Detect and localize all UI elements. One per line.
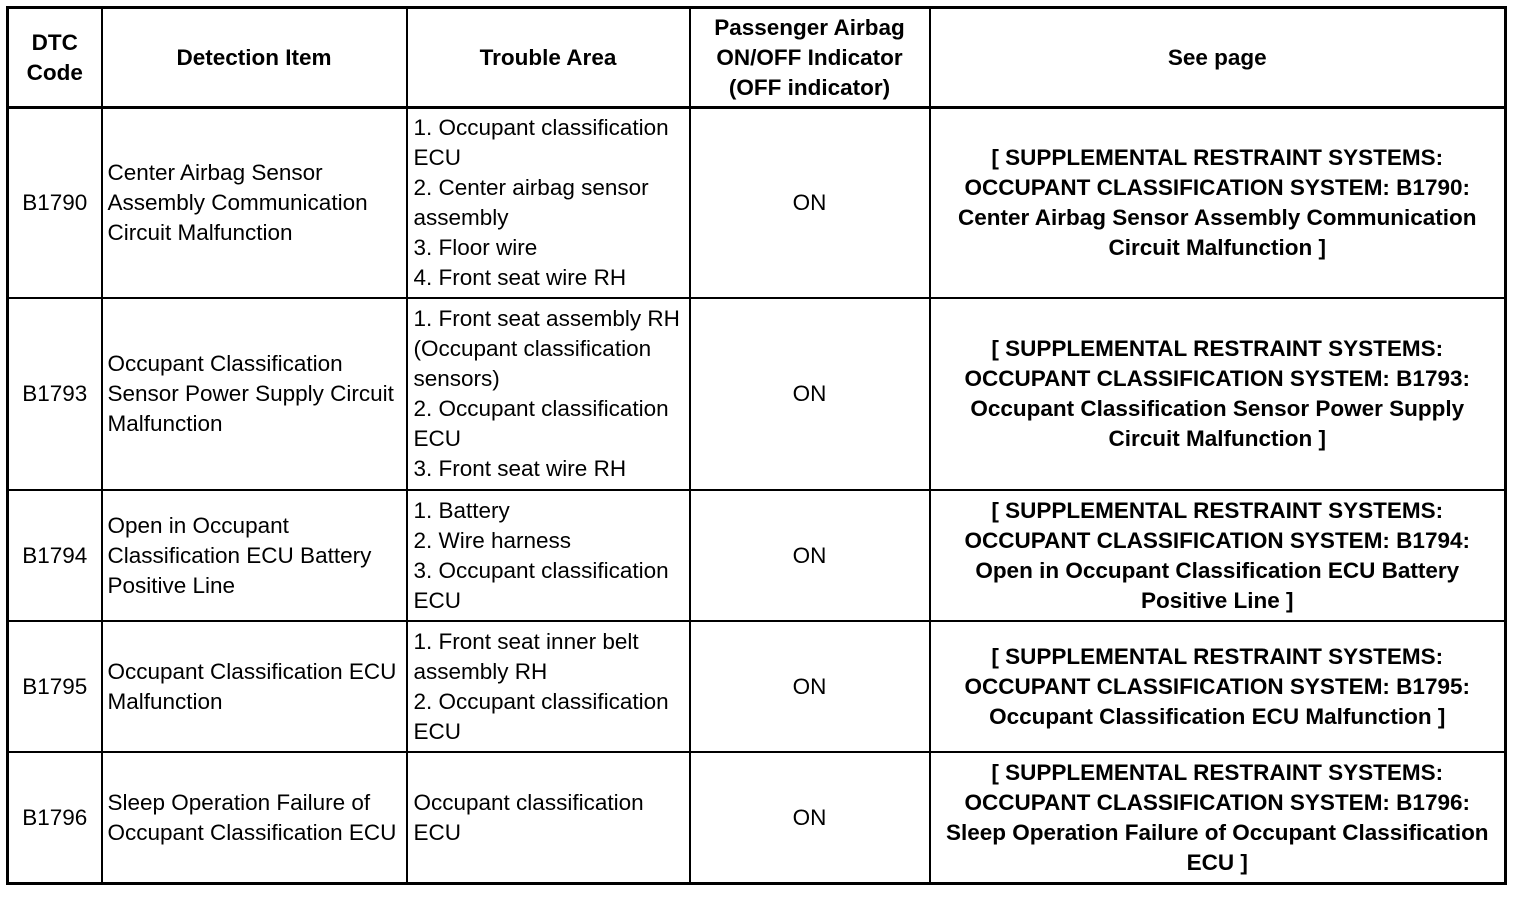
see-page-cell: [ SUPPLEMENTAL RESTRAINT SYSTEMS: OCCUPANT CLASSIFICATION SYSTEM: B1795: Occupant Classification ECU Malfunction ] [930, 621, 1506, 752]
table-body [8, 108, 1506, 884]
trouble-area-line: 2. Occupant classification ECU [413, 396, 669, 451]
table-row [8, 621, 1506, 752]
trouble-area-line: 3. Floor wire [413, 235, 538, 260]
dtc-code-cell: B1793 [8, 298, 102, 490]
see-page-cell: [ SUPPLEMENTAL RESTRAINT SYSTEMS: OCCUPANT CLASSIFICATION SYSTEM: B1793: Occupant Classification Sensor Power Supply Circuit Malfunction ] [930, 298, 1506, 490]
trouble-area-line: 3. Front seat wire RH [413, 456, 627, 481]
header-trouble-area: Trouble Area [407, 8, 690, 108]
trouble-area-cell [407, 621, 690, 752]
table-row [8, 490, 1506, 621]
table-row [8, 298, 1506, 490]
trouble-area-line: 2. Wire harness [413, 527, 572, 553]
indicator-cell: ON [690, 490, 930, 621]
dtc-table [6, 6, 1507, 885]
trouble-area-line: 1. Battery [413, 497, 510, 523]
dtc-code-cell: B1795 [8, 621, 102, 752]
trouble-area-line: 3. Occupant classification ECU [413, 557, 669, 613]
detection-item-cell: Occupant Classification ECU Malfunction [102, 621, 407, 752]
detection-item-cell: Center Airbag Sensor Assembly Communication Circuit Malfunction [102, 108, 407, 299]
trouble-area-line: 1. Front seat assembly RH (Occupant classification sensors) [413, 306, 680, 391]
trouble-area-cell [407, 298, 690, 490]
indicator-cell: ON [690, 298, 930, 490]
see-page-cell: [ SUPPLEMENTAL RESTRAINT SYSTEMS: OCCUPANT CLASSIFICATION SYSTEM: B1796: Sleep Operation Failure of Occupant Classification ECU ] [930, 752, 1506, 884]
detection-item-cell: Open in Occupant Classification ECU Battery Positive Line [102, 490, 407, 621]
dtc-code-cell: B1790 [8, 108, 102, 299]
see-page-cell: [ SUPPLEMENTAL RESTRAINT SYSTEMS: OCCUPANT CLASSIFICATION SYSTEM: B1794: Open in Occupant Classification ECU Battery Positive Line ] [930, 490, 1506, 621]
detection-item-cell: Sleep Operation Failure of Occupant Classification ECU [102, 752, 407, 884]
indicator-cell: ON [690, 108, 930, 299]
trouble-area-line: 4. Front seat wire RH [413, 265, 627, 290]
header-detection-item: Detection Item [102, 8, 407, 108]
table-header [8, 8, 1506, 108]
trouble-area-cell [407, 108, 690, 299]
detection-item-cell: Occupant Classification Sensor Power Supply Circuit Malfunction [102, 298, 407, 490]
header-row [8, 8, 1506, 108]
table-row [8, 752, 1506, 884]
trouble-area-line: Occupant classification ECU [413, 789, 644, 845]
dtc-code-cell: B1794 [8, 490, 102, 621]
trouble-area-line: 1. Front seat inner belt assembly RH [413, 628, 639, 684]
dtc-code-cell: B1796 [8, 752, 102, 884]
trouble-area-cell [407, 490, 690, 621]
table-row [8, 108, 1506, 299]
header-indicator: Passenger Airbag ON/OFF Indicator (OFF indicator) [690, 8, 930, 108]
indicator-cell: ON [690, 752, 930, 884]
indicator-cell: ON [690, 621, 930, 752]
see-page-cell: [ SUPPLEMENTAL RESTRAINT SYSTEMS: OCCUPANT CLASSIFICATION SYSTEM: B1790: Center Airbag Sensor Assembly Communication Circuit Malfunction ] [930, 108, 1506, 299]
trouble-area-line: 2. Center airbag sensor assembly [413, 175, 649, 230]
header-dtc-code: DTC Code [8, 8, 102, 108]
trouble-area-cell [407, 752, 690, 884]
trouble-area-line: 2. Occupant classification ECU [413, 688, 669, 744]
header-see-page: See page [930, 8, 1506, 108]
trouble-area-line: 1. Occupant classification ECU [413, 115, 669, 170]
